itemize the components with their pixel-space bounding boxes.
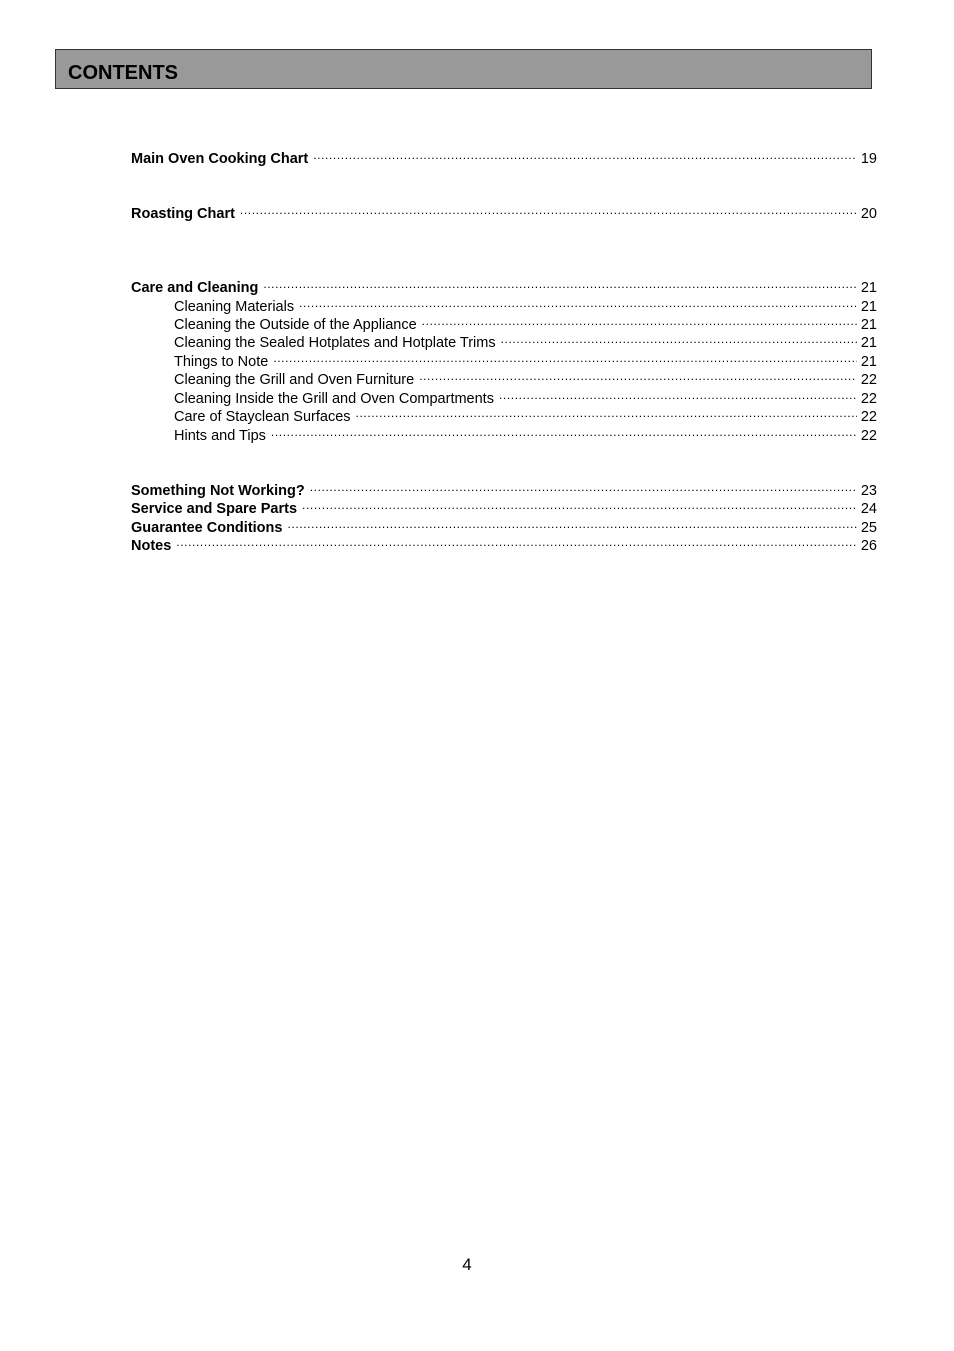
dot-leader xyxy=(240,200,857,218)
contents-header-bar xyxy=(55,49,872,89)
toc-entry-label: Main Oven Cooking Chart xyxy=(131,151,309,167)
dot-leader xyxy=(419,366,857,384)
toc-entry-page: 21 xyxy=(860,280,877,296)
dot-leader xyxy=(422,311,857,329)
dot-leader xyxy=(356,403,857,421)
toc-entry-page: 23 xyxy=(860,483,877,499)
dot-leader xyxy=(299,293,857,311)
toc-subentry[interactable] xyxy=(174,348,877,370)
page-title: CONTENTS xyxy=(68,62,178,84)
toc-entry-label: Cleaning the Grill and Oven Furniture xyxy=(174,372,415,388)
toc-entry-label: Something Not Working? xyxy=(131,483,305,499)
toc-entry-page: 21 xyxy=(860,299,877,315)
toc-entry-label: Care and Cleaning xyxy=(131,280,259,296)
dot-leader xyxy=(263,274,857,292)
dot-leader xyxy=(176,532,857,550)
page-number: 4 xyxy=(462,1255,472,1274)
toc-entry-page: 25 xyxy=(860,520,877,536)
toc-entry-main-oven-cooking-chart[interactable] xyxy=(131,145,877,167)
toc-entry-page: 21 xyxy=(860,317,877,333)
toc-entry-label: Care of Stayclean Surfaces xyxy=(174,409,351,425)
dot-leader xyxy=(287,514,856,532)
toc-entry-label: Notes xyxy=(131,538,172,554)
toc-entry-label: Cleaning the Outside of the Appliance xyxy=(174,317,417,333)
toc-entry-page: 24 xyxy=(860,501,877,517)
toc-entry-label: Things to Note xyxy=(174,354,269,370)
dot-leader xyxy=(499,385,857,403)
toc-subentry[interactable] xyxy=(174,385,877,407)
toc-entry-page: 21 xyxy=(860,354,877,370)
toc-entry-care-and-cleaning[interactable] xyxy=(131,274,877,296)
toc-subentry[interactable] xyxy=(174,366,877,388)
toc-entry-page: 22 xyxy=(860,409,877,425)
toc-entry-page: 22 xyxy=(860,372,877,388)
toc-subentry[interactable] xyxy=(174,311,877,333)
toc-entry-label: Service and Spare Parts xyxy=(131,501,298,517)
dot-leader xyxy=(271,422,857,440)
toc-entry-page: 20 xyxy=(860,206,877,222)
dot-leader xyxy=(310,477,857,495)
toc-entry-label: Cleaning Inside the Grill and Oven Compartments xyxy=(174,391,494,407)
toc-entry-label: Hints and Tips xyxy=(174,428,266,444)
dot-leader xyxy=(273,348,857,366)
toc-subentry[interactable] xyxy=(174,329,877,351)
toc-entry-page: 22 xyxy=(860,428,877,444)
toc-entry-label: Cleaning Materials xyxy=(174,299,295,315)
dot-leader xyxy=(302,495,857,513)
dot-leader xyxy=(501,329,857,347)
dot-leader xyxy=(313,145,857,163)
toc-entry-label: Cleaning the Sealed Hotplates and Hotplate Trims xyxy=(174,335,496,351)
toc-subentry[interactable] xyxy=(174,403,877,425)
toc-entry-roasting-chart[interactable] xyxy=(131,200,877,222)
toc-entry-page: 22 xyxy=(860,391,877,407)
toc-subentry[interactable] xyxy=(174,422,877,444)
toc-entry-guarantee-conditions[interactable] xyxy=(131,514,877,536)
toc-entry-something-not-working[interactable] xyxy=(131,477,877,499)
toc-entry-page: 26 xyxy=(860,538,877,554)
toc-entry-label: Roasting Chart xyxy=(131,206,235,222)
toc-entry-page: 21 xyxy=(860,335,877,351)
toc-entry-label: Guarantee Conditions xyxy=(131,520,283,536)
toc-subentry[interactable] xyxy=(174,293,877,315)
toc-entry-service-and-spare-parts[interactable] xyxy=(131,495,877,517)
toc-entry-notes[interactable] xyxy=(131,532,877,554)
toc-entry-page: 19 xyxy=(860,151,877,167)
